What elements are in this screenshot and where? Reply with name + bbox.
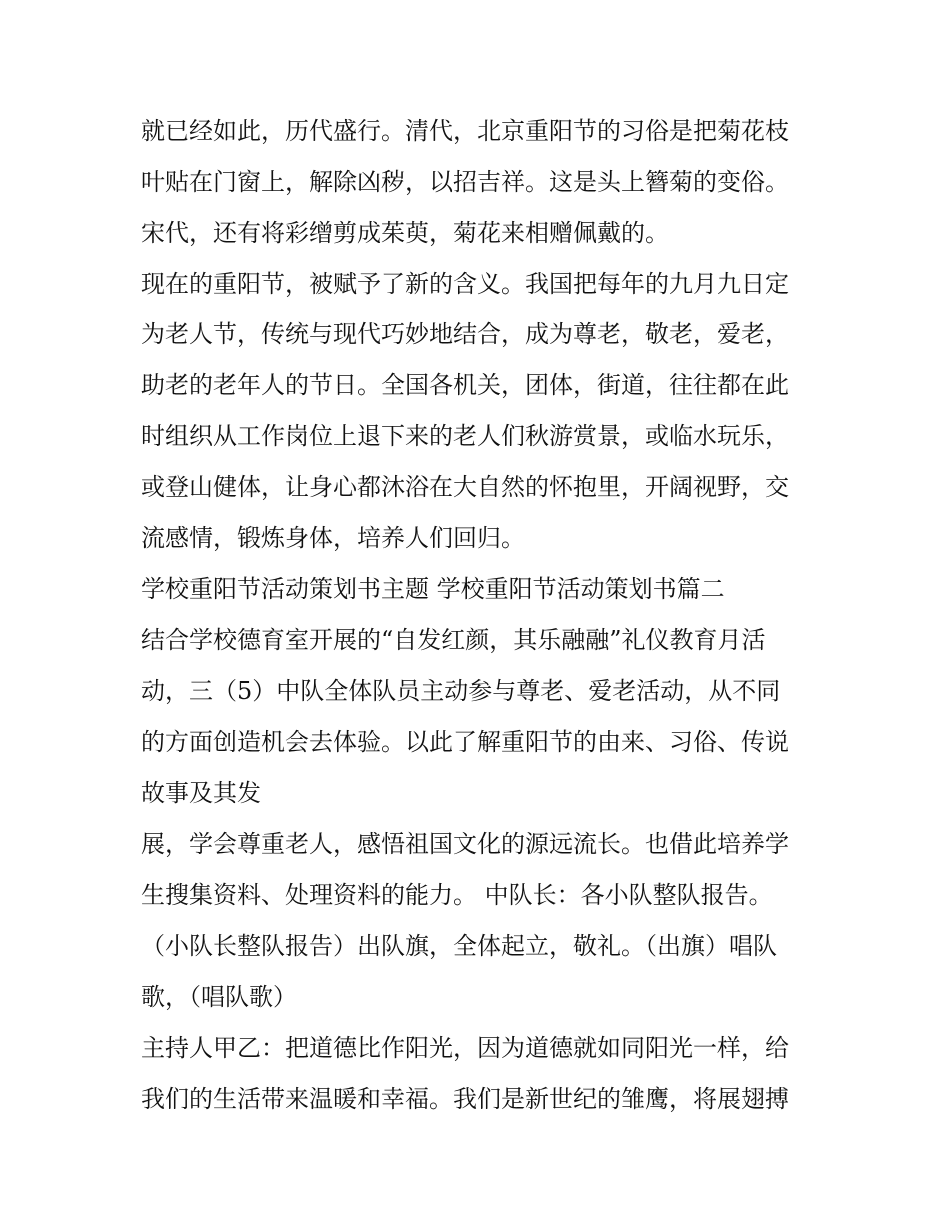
text-line: 助老的老年人的节日。全国各机关，团体，街道，往往都在此 bbox=[141, 371, 789, 399]
text-line: 结合学校德育室开展的“自发红颜，其乐融融”礼仪教育月活 bbox=[141, 626, 766, 654]
document-body bbox=[141, 106, 821, 1125]
text-line: 歌，（唱队歌） bbox=[141, 983, 297, 1011]
text-line: 现在的重阳节，被赋予了新的含义。我国把每年的九月九日定 bbox=[141, 270, 789, 298]
text-line: 我们的生活带来温暖和幸福。我们是新世纪的雏鹰，将展翅搏 bbox=[141, 1085, 789, 1113]
text-line: 就已经如此，历代盛行。清代，北京重阳节的习俗是把菊花枝 bbox=[141, 117, 789, 145]
text-line: 为老人节，传统与现代巧妙地结合，成为尊老，敬老，爱老， bbox=[141, 320, 789, 348]
text-line: 流感情，锻炼身体，培养人们回归。 bbox=[141, 524, 525, 552]
text-line: 展，学会尊重老人，感悟祖国文化的源远流长。也借此培养学 bbox=[141, 830, 789, 858]
text-line: 的方面创造机会去体验。以此了解重阳节的由来、习俗、传说 bbox=[141, 728, 789, 756]
text-line: 叶贴在门窗上，解除凶秽，以招吉祥。这是头上簪菊的变俗。 bbox=[141, 168, 789, 196]
text-line: 宋代，还有将彩缯剪成茱萸，菊花来相赠佩戴的。 bbox=[141, 219, 669, 247]
text-line: 生搜集资料、处理资料的能力。 中队长：各小队整队报告。 bbox=[141, 881, 773, 909]
text-line: 故事及其发 bbox=[141, 779, 261, 807]
text-line: 主持人甲乙：把道德比作阳光，因为道德就如同阳光一样，给 bbox=[141, 1034, 789, 1062]
section-heading: 学校重阳节活动策划书主题 学校重阳节活动策划书篇二 bbox=[141, 575, 725, 603]
text-line: 时组织从工作岗位上退下来的老人们秋游赏景，或临水玩乐， bbox=[141, 422, 789, 450]
text-line: （小队长整队报告）出队旗，全体起立，敬礼。（出旗）唱队 bbox=[141, 932, 777, 960]
text-line: 或登山健体，让身心都沐浴在大自然的怀抱里，开阔视野，交 bbox=[141, 473, 789, 501]
text-line: 动，三（5）中队全体队员主动参与尊老、爱老活动，从不同 bbox=[141, 677, 781, 705]
